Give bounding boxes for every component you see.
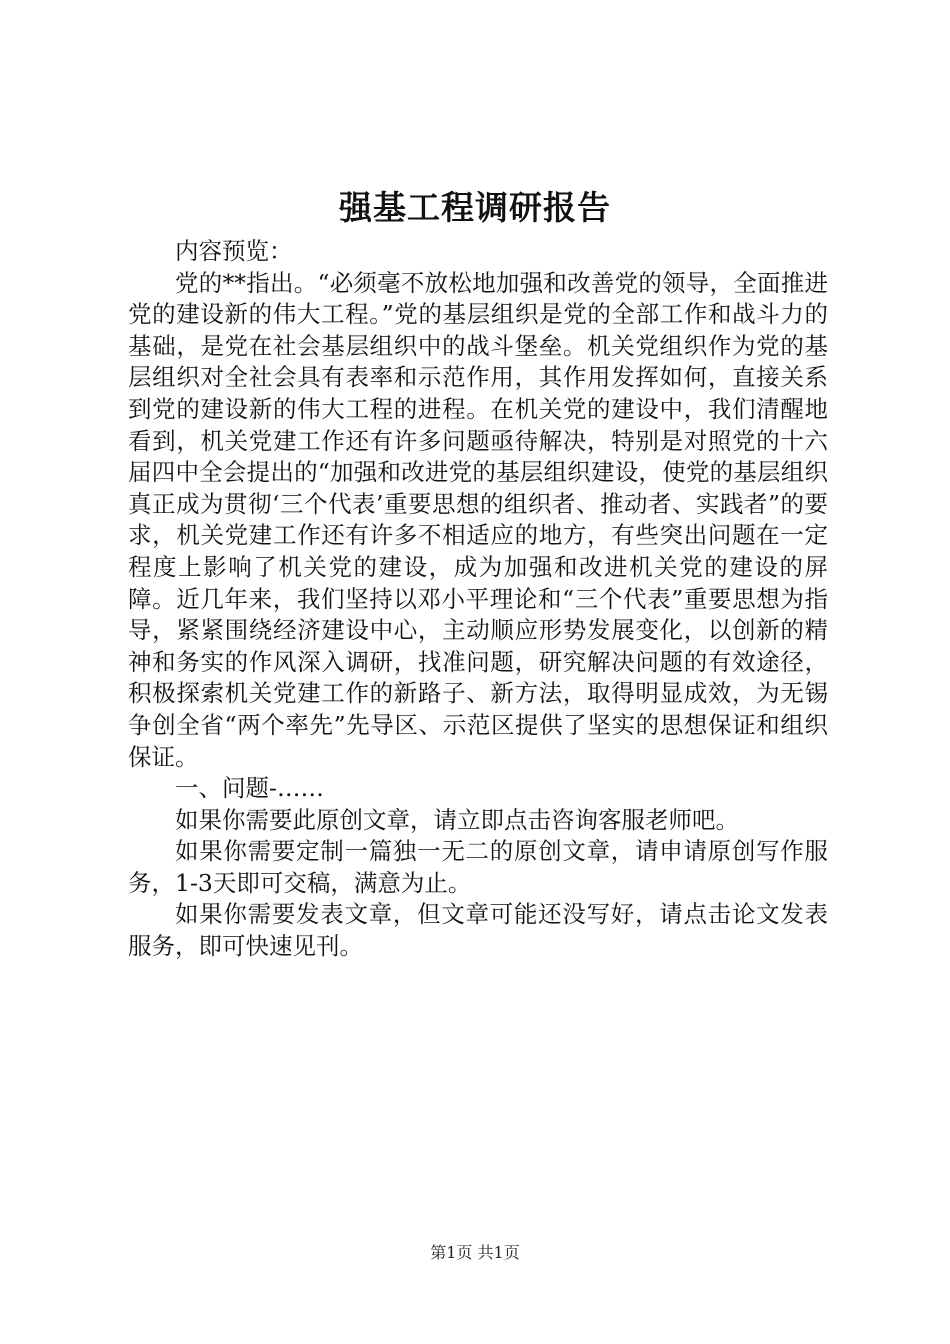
body-paragraph: 党的**指出。“必须毫不放松地加强和改善党的领导，全面推进党的建设新的伟大工程。”党的基层组织是党的全部工作和战斗力的基础，是党在社会基层组织中的战斗堡垒。机关党组织作为党的基层组织对全社会具有表率和示范作用，其作用发挥如何，直接关系到党的建设新的伟大工程的进程。在机关党的建设中，我们清醒地看到，机关党建工作还有许多问题亟待解决，特别是对照党的十六届四中全会提出的“加强和改进党的基层组织建设，使党的基层组织真正成为贯彻‘三个代表’重要思想的组织者、推动者、实践者”的要求，机关党建工作还有许多不相适应的地方，有些突出问题在一定程度上影响了机关党的建设，成为加强和改进机关党的建设的屏障。近几年来，我们坚持以邓小平理论和“三个代表”重要思想为指导，紧紧围绕经济建设中心，主动顺应形势发展变化，以创新的精神和务实的作风深入调研，找准问题，研究解决问题的有效途径，积极探索机关党建工作的新路子、新方法，取得明显成效，为无锡争创全省“两个率先”先导区、示范区提供了坚实的思想保证和组织保证。 — [128, 268, 828, 771]
notice-paragraph: 如果你需要定制一篇独一无二的原创文章，请申请原创写作服务，1-3天即可交稿，满意为止。 — [128, 837, 828, 897]
section-heading: 一、问题-…… — [175, 774, 324, 803]
preview-label: 内容预览： — [175, 237, 293, 265]
document-body — [128, 236, 828, 963]
notice-paragraph: 如果你需要此原创文章，请立即点击咨询客服老师吧。 — [175, 805, 739, 834]
document-title: 强基工程调研报告 — [339, 188, 611, 227]
notice-paragraph: 如果你需要发表文章，但文章可能还没写好，请点击论文发表服务，即可快速见刊。 — [128, 900, 828, 961]
page-footer: 第1页 共1页 — [430, 1243, 520, 1262]
